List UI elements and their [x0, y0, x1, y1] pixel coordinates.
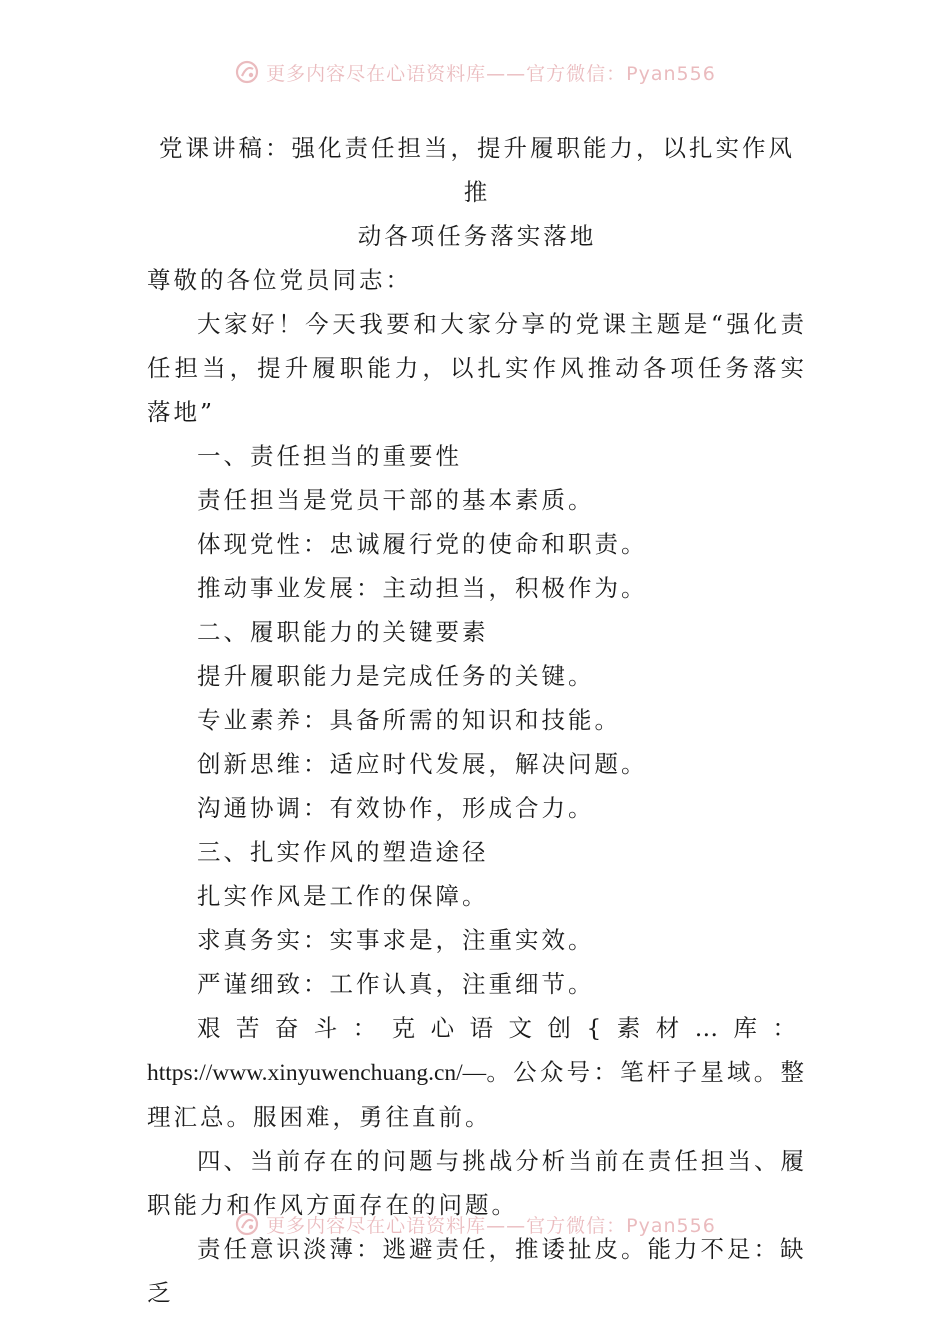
section2-paragraph-4: 沟通协调：有效协作，形成合力。	[197, 794, 595, 822]
section3-paragraph-4-tail: 。公众号：笔杆子星域。整理汇总。服困难，勇往直前。	[147, 1058, 807, 1131]
section3-paragraph-4-lead: 艰苦奋斗：克心语文创{素材…库：	[197, 1014, 807, 1042]
section4-paragraph-1: 责任意识淡薄：逃避责任，推诿扯皮。能力不足：缺乏	[147, 1235, 807, 1307]
title-line-1: 党课讲稿：强化责任担当，提升履职能力，以扎实作风推	[159, 134, 795, 206]
title-line-2: 动各项任务落实落地	[357, 222, 597, 250]
section2-heading: 二、履职能力的关键要素	[197, 618, 489, 646]
section4-heading: 四、当前存在的问题与挑战分析当前在责任担当、履职能力和作风方面存在的问题。	[147, 1147, 807, 1219]
section2-paragraph-1: 提升履职能力是完成任务的关键。	[197, 662, 595, 690]
section2-paragraph-3: 创新思维：适应时代发展，解决问题。	[197, 750, 648, 778]
section3-paragraph-1: 扎实作风是工作的保障。	[197, 882, 489, 910]
section1-paragraph-3: 推动事业发展：主动担当，积极作为。	[197, 574, 648, 602]
section3-paragraph-2: 求真务实：实事求是，注重实效。	[197, 926, 595, 954]
salutation: 尊敬的各位党员同志：	[147, 266, 412, 294]
section1-heading: 一、责任担当的重要性	[197, 442, 462, 470]
section3-paragraph-4	[147, 1006, 807, 1139]
section3-heading: 三、扎实作风的塑造途径	[197, 838, 489, 866]
logo-icon	[234, 1211, 260, 1237]
document-body	[147, 126, 807, 1315]
document-title	[147, 126, 807, 258]
source-url-link[interactable]: https://www.xinyuwenchuang.cn/—	[147, 1060, 487, 1086]
section1-paragraph-2: 体现党性：忠诚履行党的使命和职责。	[197, 530, 648, 558]
section3-paragraph-3: 严谨细致：工作认真，注重细节。	[197, 970, 595, 998]
section1-paragraph-1: 责任担当是党员干部的基本素质。	[197, 486, 595, 514]
watermark-text: 更多内容尽在心语资料库——官方微信：Pyan556	[266, 62, 716, 85]
footer-watermark	[0, 1204, 950, 1244]
header-watermark	[0, 52, 950, 92]
logo-icon	[234, 59, 260, 85]
section2-paragraph-2: 专业素养：具备所需的知识和技能。	[197, 706, 621, 734]
watermark-text: 更多内容尽在心语资料库——官方微信：Pyan556	[266, 1214, 716, 1237]
intro-paragraph: 大家好！今天我要和大家分享的党课主题是“强化责任担当，提升履职能力，以扎实作风推动各项任务落实落地”	[147, 310, 807, 426]
